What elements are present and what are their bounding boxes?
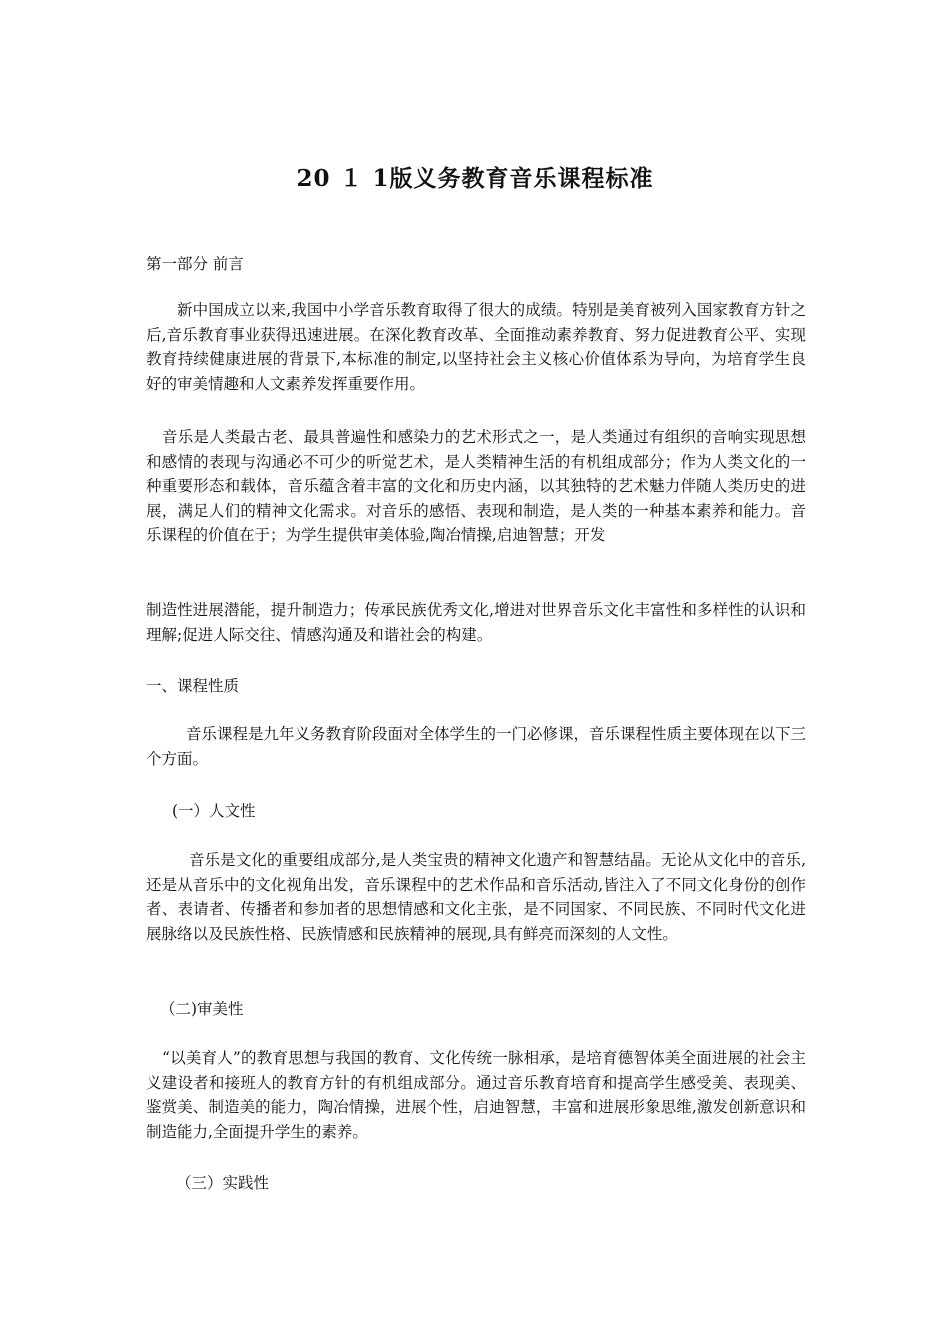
paragraph: 音乐是人类最古老、最具普遍性和感染力的艺术形式之一，是人类通过有组织的音响实现思想和感情的表现与沟通必不可少的听觉艺术，是人类精神生活的有机组成部分；作为人类文化的一种重要形态和载体，音乐蕴含着丰富的文化和历史内涵，以其独特的艺术魅力伴随人类历史的进展，满足人们的精神文化需求。对音乐的感悟、表现和制造，是人类的一种基本素养和能力。音乐课程的价值在于；为学生提供审美体验,陶冶情操,启迪智慧；开发	[146, 428, 806, 544]
subsection-heading: (一）人文性	[172, 802, 256, 820]
paragraph: 新中国成立以来,我国中小学音乐教育取得了很大的成绩。特别是美育被列入国家教育方针之后,音乐教育事业获得迅速进展。在深化教育改革、全面推动素养教育、努力促进教育公平、实现教育持续健康进展的背景下,本标准的制定,以坚持社会主义核心价值体系为导向，为培育学生良好的审美情趣和人文素养发挥重要作用。	[146, 301, 806, 393]
paragraph: 制造性进展潜能，提升制造力；传承民族优秀文化,增进对世界音乐文化丰富性和多样性的认识和理解;促进人际交往、情感沟通及和谐社会的构建。	[146, 601, 806, 644]
section-heading: 一、课程性质	[146, 677, 240, 695]
document-title: 20 １ 1版义务教育音乐课程标准	[296, 165, 654, 192]
paragraph: 音乐是文化的重要组成部分,是人类宝贵的精神文化遗产和智慧结晶。无论从文化中的音乐,还是从音乐中的文化视角出发，音乐课程中的艺术作品和音乐活动,皆注入了不同文化身份的创作者、表请者、传播者和参加者的思想情感和文化主张，是不同国家、不同民族、不同时代文化进展脉络以及民族性格、民族情感和民族精神的展现,具有鲜亮而深刻的人文性。	[146, 851, 806, 943]
subsection-heading: （二)审美性	[160, 1000, 244, 1018]
part-heading: 第一部分 前言	[146, 255, 244, 273]
subsection-heading: （三）实践性	[176, 1174, 270, 1192]
paragraph: “以美育人”的教育思想与我国的教育、文化传统一脉相承，是培育德智体美全面进展的社会主义建设者和接班人的教育方针的有机组成部分。通过音乐教育培育和提高学生感受美、表现美、鉴赏美、制造美的能力，陶冶情操，进展个性，启迪智慧，丰富和进展形象思维,激发创新意识和制造能力,全面提升学生的素养。	[146, 1049, 806, 1141]
paragraph: 音乐课程是九年义务教育阶段面对全体学生的一门必修课，音乐课程性质主要体现在以下三个方面。	[146, 725, 807, 768]
